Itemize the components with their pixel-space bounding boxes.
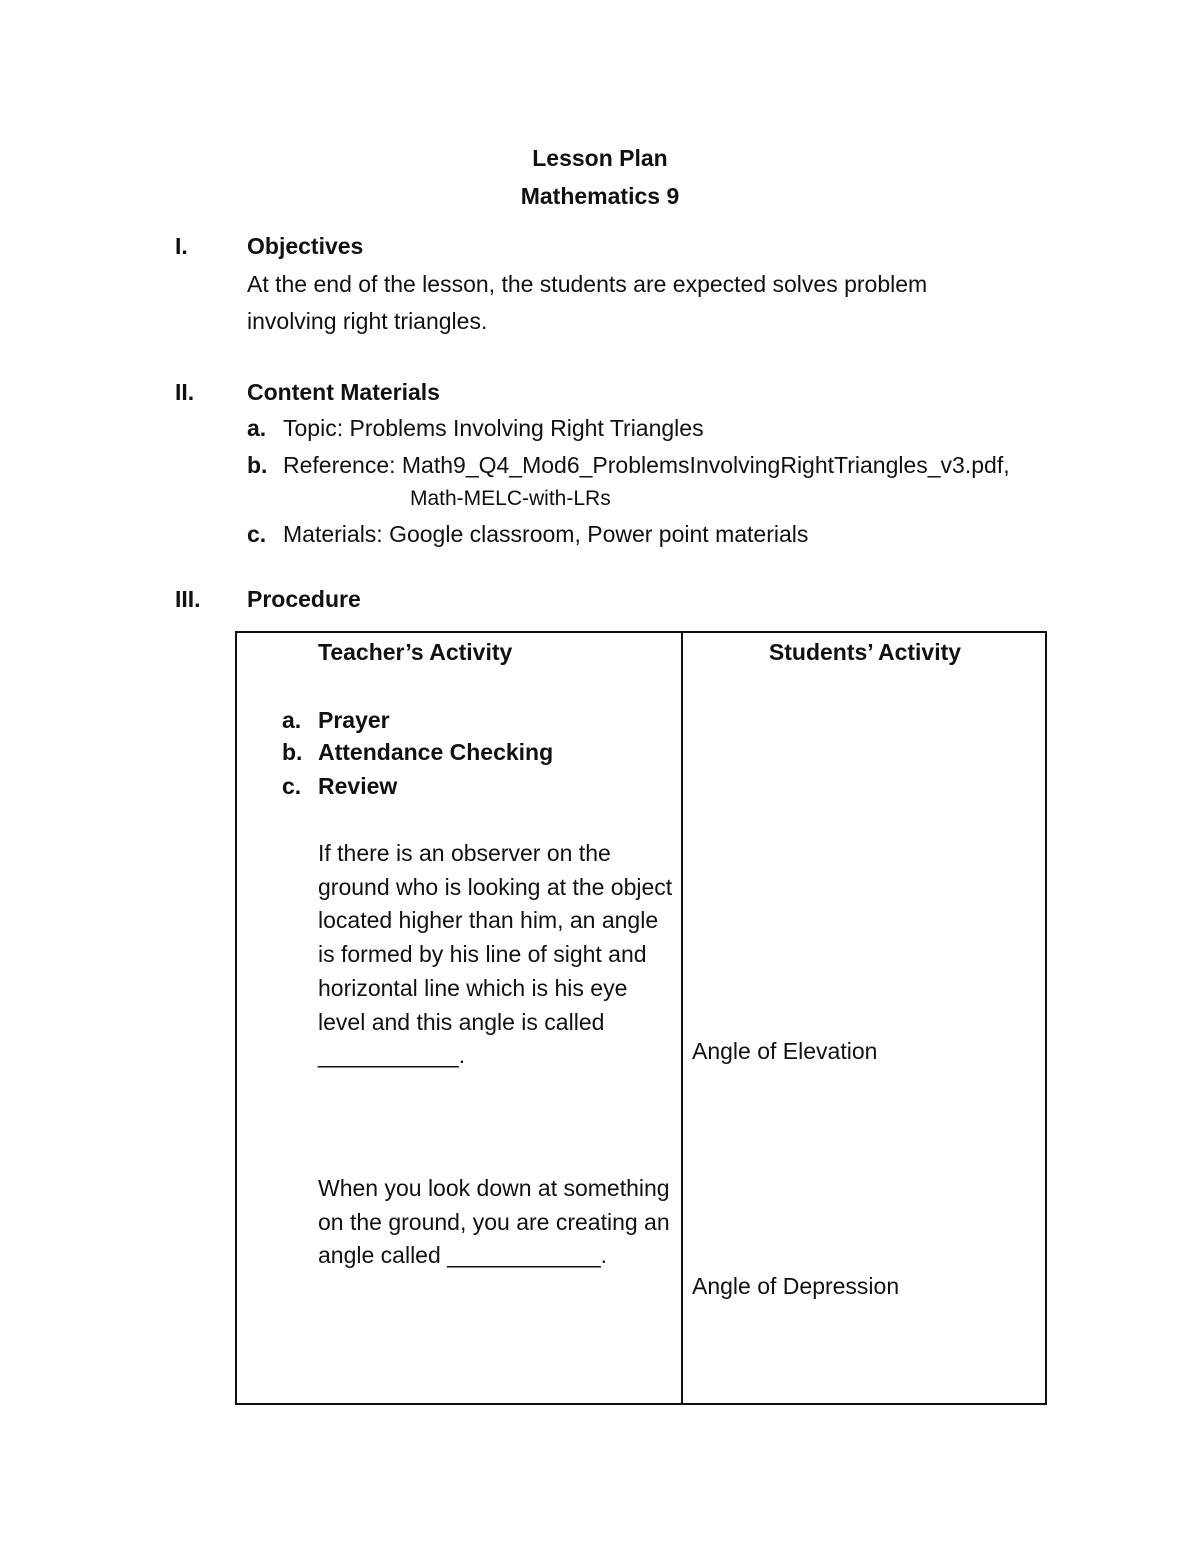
section-heading-content: Content Materials <box>247 379 440 405</box>
content-item-topic <box>247 415 704 442</box>
objectives-line-2: involving right triangles. <box>247 308 488 334</box>
review-question-elevation: If there is an observer on the ground who is looking at the object located higher than him, an angle is formed by his line of sight and horizontal line which is his eye level and this angle is called ___________. <box>318 840 673 1069</box>
item-text: Topic: Problems Involving Right Triangles <box>283 415 704 441</box>
content-item-reference <box>247 452 1010 479</box>
procedure-table <box>235 631 1047 1405</box>
step-review <box>282 773 397 800</box>
document-subtitle: Mathematics 9 <box>520 183 680 209</box>
item-marker: b. <box>247 452 268 478</box>
step-marker: b. <box>282 739 303 765</box>
column-divider <box>681 633 683 1403</box>
step-text: Prayer <box>318 707 390 733</box>
reference-continued: Math-MELC-with-LRs <box>410 487 611 510</box>
section-numeral-objectives: I. <box>175 233 188 259</box>
section-heading-procedure: Procedure <box>247 586 361 612</box>
step-text: Review <box>318 773 398 799</box>
item-text: Materials: Google classroom, Power point materials <box>283 521 809 547</box>
content-item-materials <box>247 521 808 548</box>
step-prayer <box>282 707 390 734</box>
students-activity-header: Students’ Activity <box>768 639 962 665</box>
answer-depression: Angle of Depression <box>692 1273 900 1299</box>
step-attendance <box>282 739 553 766</box>
step-marker: a. <box>282 707 302 733</box>
teacher-activity-header: Teacher’s Activity <box>318 639 513 665</box>
step-marker: c. <box>282 773 302 799</box>
section-heading-objectives: Objectives <box>247 233 364 259</box>
step-text: Attendance Checking <box>318 739 554 765</box>
answer-elevation: Angle of Elevation <box>692 1038 878 1064</box>
document-title: Lesson Plan <box>532 145 668 171</box>
item-marker: a. <box>247 415 267 441</box>
objectives-line-1: At the end of the lesson, the students are expected solves problem <box>247 271 928 297</box>
item-marker: c. <box>247 521 267 547</box>
section-numeral-content: II. <box>175 379 195 405</box>
section-numeral-procedure: III. <box>175 586 201 612</box>
item-text: Reference: Math9_Q4_Mod6_ProblemsInvolvingRightTriangles_v3.pdf, <box>283 452 1010 478</box>
review-question-depression: When you look down at something on the ground, you are creating an angle called ____________. <box>318 1175 670 1269</box>
